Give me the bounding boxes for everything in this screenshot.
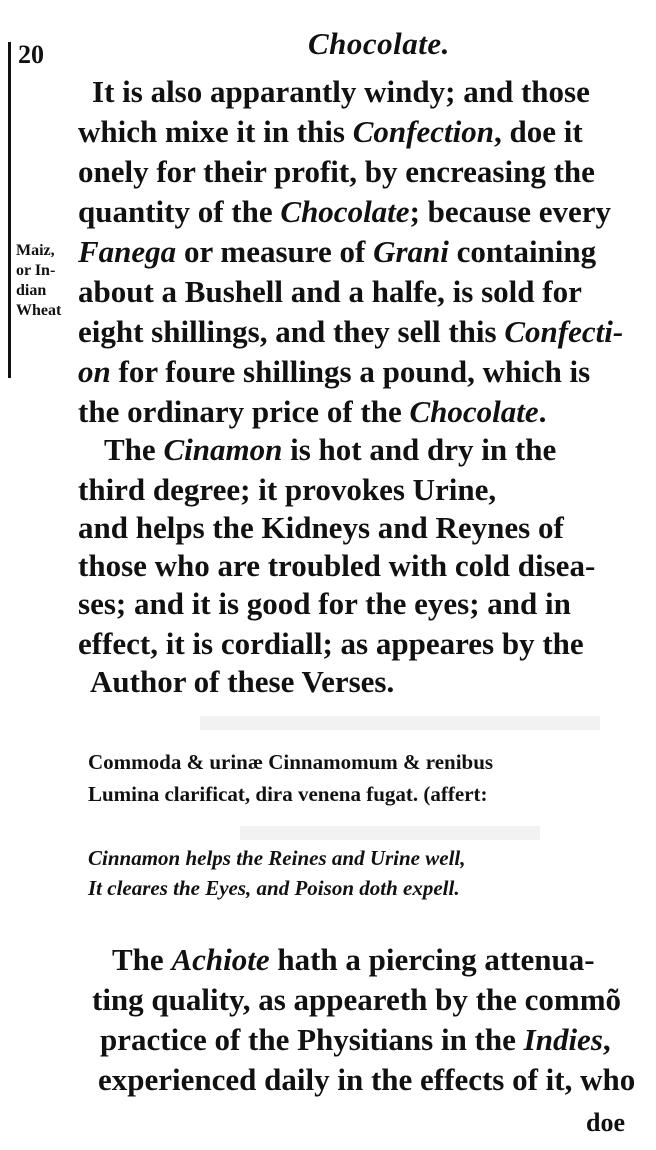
margin-note-line: dian [16,282,47,299]
page-number: 20 [18,40,44,69]
running-header: Chocolate. [308,26,450,61]
text-line: practice of the Physitians in the Indies, [100,1022,611,1057]
margin-rule [8,42,11,378]
text-line: on for foure shillings a pound, which is [78,354,591,389]
bleed-through [240,826,540,840]
latin-verse-line: Commoda & urinæ Cinnamomum & renibus [88,750,494,774]
text-line: The Achiote hath a piercing attenua- [112,942,595,977]
english-verse-line: Cinnamon helps the Reines and Urine well, [88,846,466,870]
text-line: about a Bushell and a halfe, is sold for [78,274,582,309]
text-line: onely for their profit, by encreasing the [78,154,595,189]
text-line: and helps the Kidneys and Reynes of [78,510,564,545]
english-verse-line: It cleares the Eyes, and Poison doth expell. [88,876,460,900]
text-line: quantity of the Chocolate; because every [78,194,611,229]
text-line: experienced daily in the effects of it, who [98,1062,636,1097]
text-line: Author of these Verses. [90,664,395,699]
margin-note [16,241,61,321]
margin-note-line: Maiz, [16,242,55,259]
latin-verse-line: Lumina clarificat, dira venena fugat. (affert: [88,782,488,806]
text-line: The Cinamon is hot and dry in the [104,432,557,467]
margin-note-line: or In- [16,262,56,279]
text-line: ting quality, as appeareth by the commõ [92,982,622,1017]
text-line: which mixe it in this Confection, doe it [78,114,583,149]
text-line: eight shillings, and they sell this Confecti- [78,314,624,349]
text-line: third degree; it provokes Urine, [78,472,497,507]
text-line: the ordinary price of the Chocolate. [78,394,547,429]
text-line: ses; and it is good for the eyes; and in [78,586,571,621]
bleed-through [200,716,600,730]
text-line: It is also apparantly windy; and those [92,74,590,109]
catchword: doe [586,1108,625,1137]
text-line: Fanega or measure of Grani containing [78,234,597,269]
text-line: effect, it is cordiall; as appeares by the [78,626,584,661]
text-line: those who are troubled with cold disea- [78,548,596,583]
margin-note-line: Wheat [16,302,62,319]
